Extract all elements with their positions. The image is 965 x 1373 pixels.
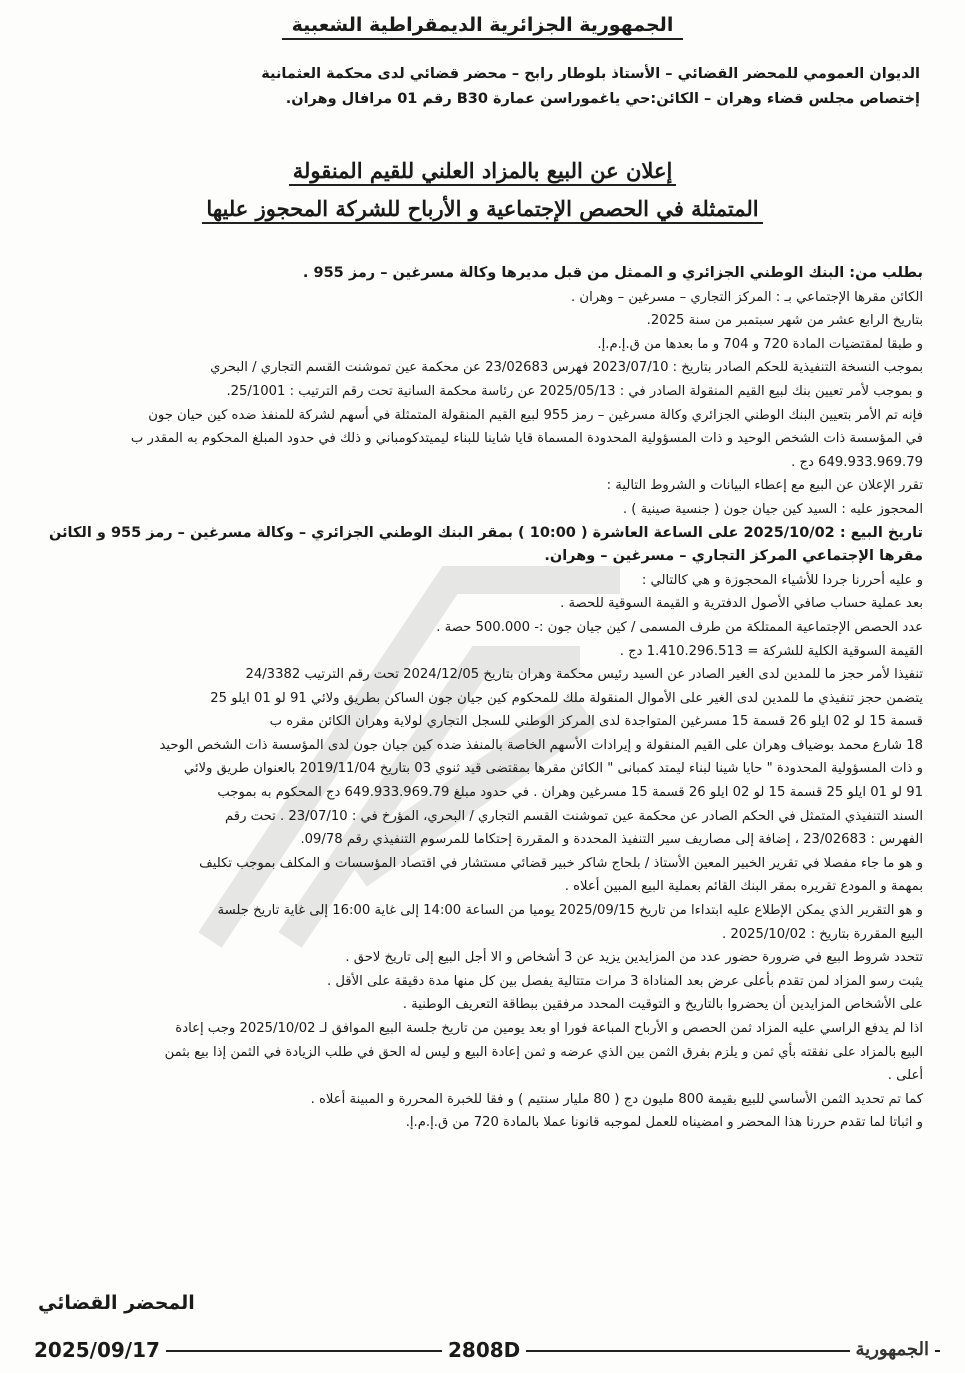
body-line: فإنه تم الأمر بتعيين البنك الوطني الجزائري وكالة مسرغين – رمز 955 لبيع القيم المنقولة المتمثلة في أسهم لشركة للمنفذ ضده كين حيان جون (148, 407, 923, 423)
body-line: و هو ما جاء مفصلا في تقرير الخبير المعين الأستاذ / بلحاج شاكر خبير قضائي مستشار في اقتصاد المؤسسات و المكلف بموجب تكليف (199, 855, 923, 871)
body-line: بتاريخ الرابع عشر من شهر سبتمبر من سنة 2025. (646, 313, 923, 329)
body-line: السند التنفيذي المتمثل في الحكم الصادر عن محكمة عين تموشنت القسم التجاري / البحري، المؤرخ في : 23/07/10 . تحت رقم (225, 808, 923, 824)
body-line: مقرها الإجتماعي المركز التجاري – مسرغين – وهران. (544, 548, 923, 565)
body-line: و بموجب لأمر تعيين بنك لبيع القيم المنقولة الصادر في : 2025/05/13 عن رئاسة محكمة السانية تحت رقم الترتيب : 25/1001. (226, 383, 923, 399)
body-line: و اثباتا لما تقدم حررنا هذا المحضر و امضيناه للعمل لموجبه قانونا عملا بالمادة 720 من ق.إ.م.إ. (405, 1115, 923, 1131)
body-line: في المؤسسة ذات الشخص الوحيد و ذات المسؤولية المحدودة المسماة قايا شاينا للبناء ليميتدكومباني و ذلك في حدود المبلغ المحكوم به المقدر ب (130, 431, 923, 447)
body-line: الفهرس : 23/02683 ، إضافة إلى مصاريف سير التنفيذ المحددة و المقررة إحتكاما للمرسوم التنفيذي رقم 09/78. (300, 832, 923, 848)
body-line: بمهمة و المودع تقريره بمقر البنك القائم بعملية البيع المبين أعلاه . (564, 879, 923, 895)
body-line: كما تم تحديد الثمن الأساسي للبيع بقيمة 800 مليون دج ( 80 مليار سنتيم ) و فقا للخبرة المحررة و المبينة أعلاه . (310, 1091, 923, 1107)
office-line-2: إختصاص مجلس قضاء وهران – الكائن:حي ياغموراسن عمارة B30 رقم 01 مرافال وهران. (285, 91, 920, 107)
body-line: بطلب من: البنك الوطني الجزائري و الممثل من قبل مديرها وكالة مسرغين – رمز 955 . (302, 265, 923, 281)
body-line: قسمة 15 لو 02 ايلو 26 قسمة 15 مسرغين المتواجدة لدى المركز الوطني للسجل التجاري لولاية وهران الكائن مقره ب (269, 714, 923, 730)
body-line: تاريخ البيع : 2025/10/02 على الساعة العاشرة ( 10:00 ) بمقر البنك الوطني الجزائري – وكالة مسرغين – رمز 955 و الكائن (49, 524, 923, 541)
body-line: المحجوز عليه : السيد كين جيان جون ( جنسية صينية ) . (622, 501, 923, 517)
body-line: بعد عملية حساب صافي الأصول الدفترية و القيمة السوقية للحصة . (560, 596, 923, 612)
body-line: البيع بالمزاد على نفقته بأي ثمن و يلزم بفرق الثمن بين الذي عرضه و ثمن إعادة البيع و ليس له الحق في طلب الزيادة في الثمن إذا بيع بثمن (164, 1044, 923, 1060)
notice-title (0, 152, 965, 228)
body-line: البيع المقررة بتاريخ : 2025/10/02 . (721, 926, 923, 942)
body-line: و هو التقرير الذي يمكن الإطلاع عليه ابتداءا من تاريخ 2025/09/15 يوميا من الساعة 14:00 إلى غاية 16:00 إلى غاية تاريخ جلسة (217, 903, 923, 919)
bailiff-office (40, 62, 920, 112)
title-line-2: المتمثلة في الحصص الإجتماعية و الأرباح للشركة المحجوز عليها (0, 190, 965, 228)
body-line: 649.933.969.79 دج . (791, 454, 923, 470)
body-line: و طبقا لمقتضيات المادة 720 و 704 و ما بعدها من ق.إ.م.إ. (597, 336, 923, 352)
body-line: أعلى . (887, 1068, 923, 1084)
body-line: 18 شارع محمد بوضياف وهران على القيم المنقولة و إيرادات الأسهم الخاصة بالمنفذ ضده كين جيان جون لدى المؤسسة ذات الشخص الوحيد (159, 737, 923, 753)
bailiff-signature: المحضر القضائي (38, 1292, 195, 1314)
republic-header: الجمهورية الجزائرية الديمقراطية الشعبية (0, 14, 965, 36)
notice-body (43, 262, 923, 1135)
office-line-1: الديوان العمومي للمحضر القضائي – الأستاذ بلوطار رابح – محضر قضائي لدى محكمة العثمانية (261, 66, 920, 82)
body-line: اذا لم يدفع الراسي عليه المزاد ثمن الحصص و الأرباح المباعة فورا او بعد يومين من تاريخ جلسة البيع الموافق لـ 2025/10/02 وجب إعادة (175, 1021, 923, 1036)
body-line: يتضمن حجز تنفيذي ما للمدين لدى الغير على الأموال المنقولة ملك للمحكوم كين جيان جون الساكن بطريق ولائي 91 لو 01 ايلو 25 (210, 690, 923, 706)
body-line: تتحدد شروط البيع في ضرورة حضور عدد من المزايدين يزيد عن 3 أشخاص و الا أجل البيع إلى تاريخ لاحق . (345, 950, 923, 966)
body-line: و ذات المسؤولية المحدودة " حايا شينا لبناء ليمتد كمبانى " الكائن مقرها بمقتضى قيد ثنوي 03 بتاريخ 2019/11/04 بالعنوان طريق ولائي (183, 761, 923, 777)
body-line: على الأشخاص المزايدين أن يحضروا بالتاريخ و التوقيت المحدد مرفقين ببطاقة التعريف الوطنية . (402, 997, 923, 1013)
footer-date: 2025/09/17 (28, 1338, 166, 1362)
body-line: بموجب النسخة التنفيذية للحكم الصادر بتاريخ : 2023/07/10 فهرس 23/02683 عن محكمة عين تموشنت القسم التجاري / البحري (210, 360, 923, 376)
body-line: تنفيذا لأمر حجز ما للمدين لدى الغير الصادر عن السيد رئيس محكمة وهران بتاريخ 2024/12/05 تحت رقم الترتيب 24/3382 (245, 667, 923, 683)
body-line: يثبت رسو المزاد لمن تقدم بأعلى عرض بعد المناداة 3 مرات متتالية يفصل بين كل منها مدة دقيقة على الأقل . (326, 973, 923, 989)
footer-brand: الجمهورية (850, 1338, 935, 1362)
body-line: تقرر الإعلان عن البيع مع إعطاء البيانات و الشروط التالية : (606, 478, 923, 494)
body-line: 91 لو 01 ايلو 25 قسمة 15 لو 02 ايلو 26 قسمة 15 مسرغين وهران . في حدود مبلغ 649.933.969.79 دج المحكوم به بموجب (217, 785, 923, 801)
footer-code: 2808D (442, 1338, 526, 1362)
body-line: الكائن مقرها الإجتماعي بـ : المركز التجاري – مسرغين – وهران . (571, 289, 923, 305)
body-line: و عليه أحررنا جردا للأشياء المحجوزة و هي كالتالي : (641, 572, 923, 588)
title-line-1: إعلان عن البيع بالمزاد العلني للقيم المنقولة (0, 152, 965, 190)
body-line: عدد الحصص الإجتماعية الممتلكة من طرف المسمى / كين جيان جون :- 500.000 حصة . (436, 619, 923, 635)
body-line: القيمة السوقية الكلية للشركة = 1.410.296.513 دج . (619, 643, 923, 659)
